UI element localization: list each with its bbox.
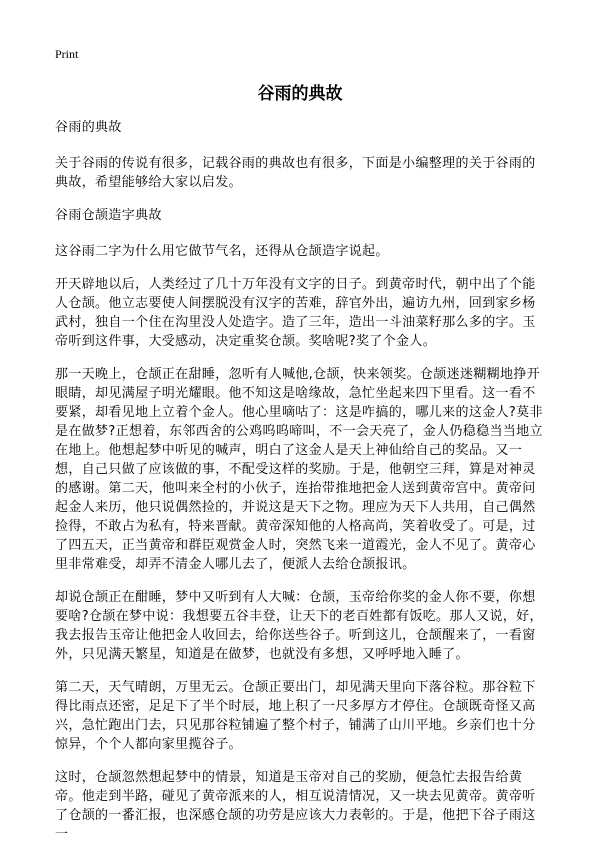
article-body <box>55 118 546 858</box>
page-title: 谷雨的典故 <box>257 84 343 104</box>
intro-paragraph: 关于谷雨的传说有很多，记载谷雨的典故也有很多，下面是小编整理的关于谷雨的典故，希望能够给大家以启发。 <box>55 156 536 190</box>
section-heading: 谷雨的典故 <box>55 120 122 135</box>
body-paragraph: 那一天晚上，仓颉正在甜睡，忽听有人喊他,仓颉，快来领奖。仓颉迷迷糊糊地挣开眼睛，却见满屋子明光耀眼。他不知这是啥缘故，急忙坐起来四下里看。这一看不要紧，却看见地上立着个金人。他心里嘀咕了：这是咋搞的，哪儿来的这金人?莫非是在做梦?正想着，东邻西舍的公鸡呜呜啼叫，不一会天亮了，金人仍稳稳当当地立在地上。他想起梦中听见的喊声，明白了这金人是天上神仙给自己的奖品。又一想，自己只做了应该做的事，不配受这样的奖励。于是，他朝空三拜，算是对神灵的感谢。第二天，他叫来全村的小伙子，连抬带推地把金人送到黄帝宫中。黄帝问起金人来历，他只说偶然捡的，并说这是天下之物。理应为天下人共用，自己偶然捡得，不敢占为私有，特来晋献。黄帝深知他的人格高尚，笑着收受了。可是，过了四五天，正当黄帝和群臣观赏金人时，突然飞来一道霞光，金人不见了。黄帝心里非常难受，却弄不清金人哪儿去了，便派人去给仓颉报讯。 <box>55 367 543 572</box>
section-heading: 谷雨仓颉造字典故 <box>55 208 162 223</box>
body-paragraph: 这谷雨二字为什么用它做节气名，还得从仓颉造字说起。 <box>55 244 389 259</box>
body-paragraph: 却说仓颉正在酣睡，梦中又听到有人大喊：仓颉，玉帝给你奖的金人你不要，你想要啥?仓颉在梦中说：我想要五谷丰登，让天下的老百姓都有饭吃。那人又说，好，我去报告玉帝让他把金人收回去，给你送些谷子。听到这儿，仓颉醒来了，一看窗外，只见满天繁星，知道是在做梦，也就没有多想，又呼呼地入睡了。 <box>55 590 543 662</box>
body-paragraph: 这时，仓颉忽然想起梦中的情景，知道是玉帝对自己的奖励，便急忙去报告给黄帝。他走到半路，碰见了黄帝派来的人，相互说清情况，又一块去见黄帝。黄帝听了仓颉的一番汇报，也深感仓颉的功劳是应该大力表彰的。于是，他把下谷子雨这一 <box>55 770 536 842</box>
body-paragraph: 第二天，天气晴朗，万里无云。仓颉正要出门，却见满天里向下落谷粒。那谷粒下得比雨点还密，足足下了半个时辰，地上积了一尺多厚方才停住。仓颉既奇怪又高兴，急忙跑出门去，只见那谷粒铺遍了整个村子，铺满了山川平地。乡亲们也十分惊异，个个人都向家里揽谷子。 <box>55 680 536 752</box>
print-link[interactable]: Print <box>55 47 79 61</box>
body-paragraph: 开天辟地以后，人类经过了几十万年没有文字的日子。到黄帝时代，朝中出了个能人仓颉。他立志要使人间摆脱没有汉字的苦难，辞官外出，遍访九州，回到家乡杨武村，独自一个住在沟里没人处造字。造了三年，造出一斗油菜籽那么多的字。玉帝听到这件事，大受感动，决定重奖仓颉。奖啥呢?奖了个金人。 <box>55 277 536 349</box>
